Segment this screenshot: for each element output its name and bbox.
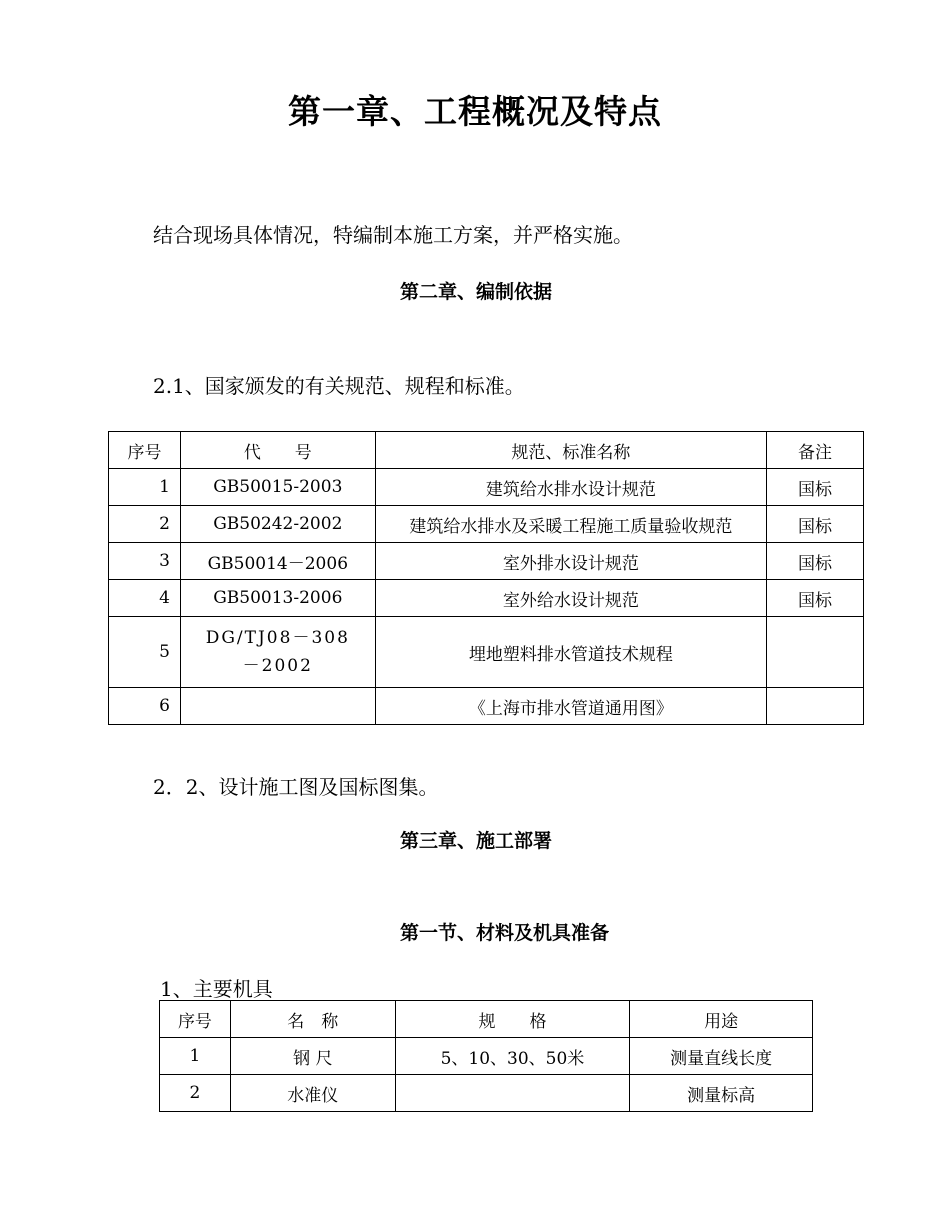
standard-code (180, 688, 375, 725)
standard-name: 埋地塑料排水管道技术规程 (375, 617, 766, 688)
tool-spec: 5、10、30、50米 (395, 1038, 630, 1075)
table-row (109, 543, 864, 580)
header-cell: 规范、标准名称 (375, 432, 766, 469)
standard-note: 国标 (767, 469, 864, 506)
row-number: 2 (160, 1075, 231, 1112)
standard-note: 国标 (767, 506, 864, 543)
header-cell: 序号 (160, 1001, 231, 1038)
standard-code: GB50015-2003 (180, 469, 375, 506)
row-number: 5 (109, 617, 181, 688)
standard-name: 室外给水设计规范 (375, 580, 766, 617)
table-row (109, 469, 864, 506)
header-cell: 备注 (767, 432, 864, 469)
tool-use: 测量标高 (630, 1075, 813, 1112)
row-number: 3 (109, 543, 181, 580)
tool-name: 钢 尺 (230, 1038, 395, 1075)
table-header-row (109, 432, 864, 469)
standard-note: 国标 (767, 543, 864, 580)
section-2-1-heading: 2.1、国家颁发的有关规范、规程和标准。 (153, 374, 525, 398)
row-number: 6 (109, 688, 181, 725)
row-number: 4 (109, 580, 181, 617)
table-header-row (160, 1001, 813, 1038)
header-cell: 用途 (630, 1001, 813, 1038)
row-number: 1 (160, 1038, 231, 1075)
tools-label: 1、主要机具 (160, 977, 273, 1001)
table-row (160, 1038, 813, 1075)
standards-table (108, 431, 864, 725)
chapter-3-heading: 第三章、施工部署 (400, 830, 553, 852)
table-row (109, 506, 864, 543)
intro-paragraph: 结合现场具体情况，特编制本施工方案，并严格实施。 (153, 223, 633, 247)
header-cell: 序号 (109, 432, 181, 469)
tools-table (159, 1000, 813, 1112)
table-row (109, 580, 864, 617)
section-1-heading: 第一节、材料及机具准备 (400, 922, 610, 944)
standard-note (767, 688, 864, 725)
standard-name: 《上海市排水管道通用图》 (375, 688, 766, 725)
header-cell: 代 号 (180, 432, 375, 469)
table-row (109, 617, 864, 688)
row-number: 1 (109, 469, 181, 506)
standard-code (180, 617, 375, 688)
tool-name: 水准仪 (230, 1075, 395, 1112)
chapter-2-heading: 第二章、编制依据 (400, 281, 553, 303)
row-number: 2 (109, 506, 181, 543)
header-cell: 规 格 (395, 1001, 630, 1038)
section-2-2-heading: 2．2、设计施工图及国标图集。 (153, 775, 439, 799)
tool-spec (395, 1075, 630, 1112)
standard-code-line: DG/TJ08－308 (205, 628, 350, 648)
standard-code-line: －2002 (242, 656, 313, 676)
standard-code: GB50014－2006 (180, 543, 375, 580)
standard-code: GB50242-2002 (180, 506, 375, 543)
standard-name: 建筑给水排水及采暖工程施工质量验收规范 (375, 506, 766, 543)
header-cell: 名 称 (230, 1001, 395, 1038)
table-row (109, 688, 864, 725)
standard-code: GB50013-2006 (180, 580, 375, 617)
standard-note: 国标 (767, 580, 864, 617)
standard-name: 室外排水设计规范 (375, 543, 766, 580)
tool-use: 测量直线长度 (630, 1038, 813, 1075)
standard-note (767, 617, 864, 688)
chapter-1-title: 第一章、工程概况及特点 (288, 92, 662, 131)
table-row (160, 1075, 813, 1112)
standard-name: 建筑给水排水设计规范 (375, 469, 766, 506)
